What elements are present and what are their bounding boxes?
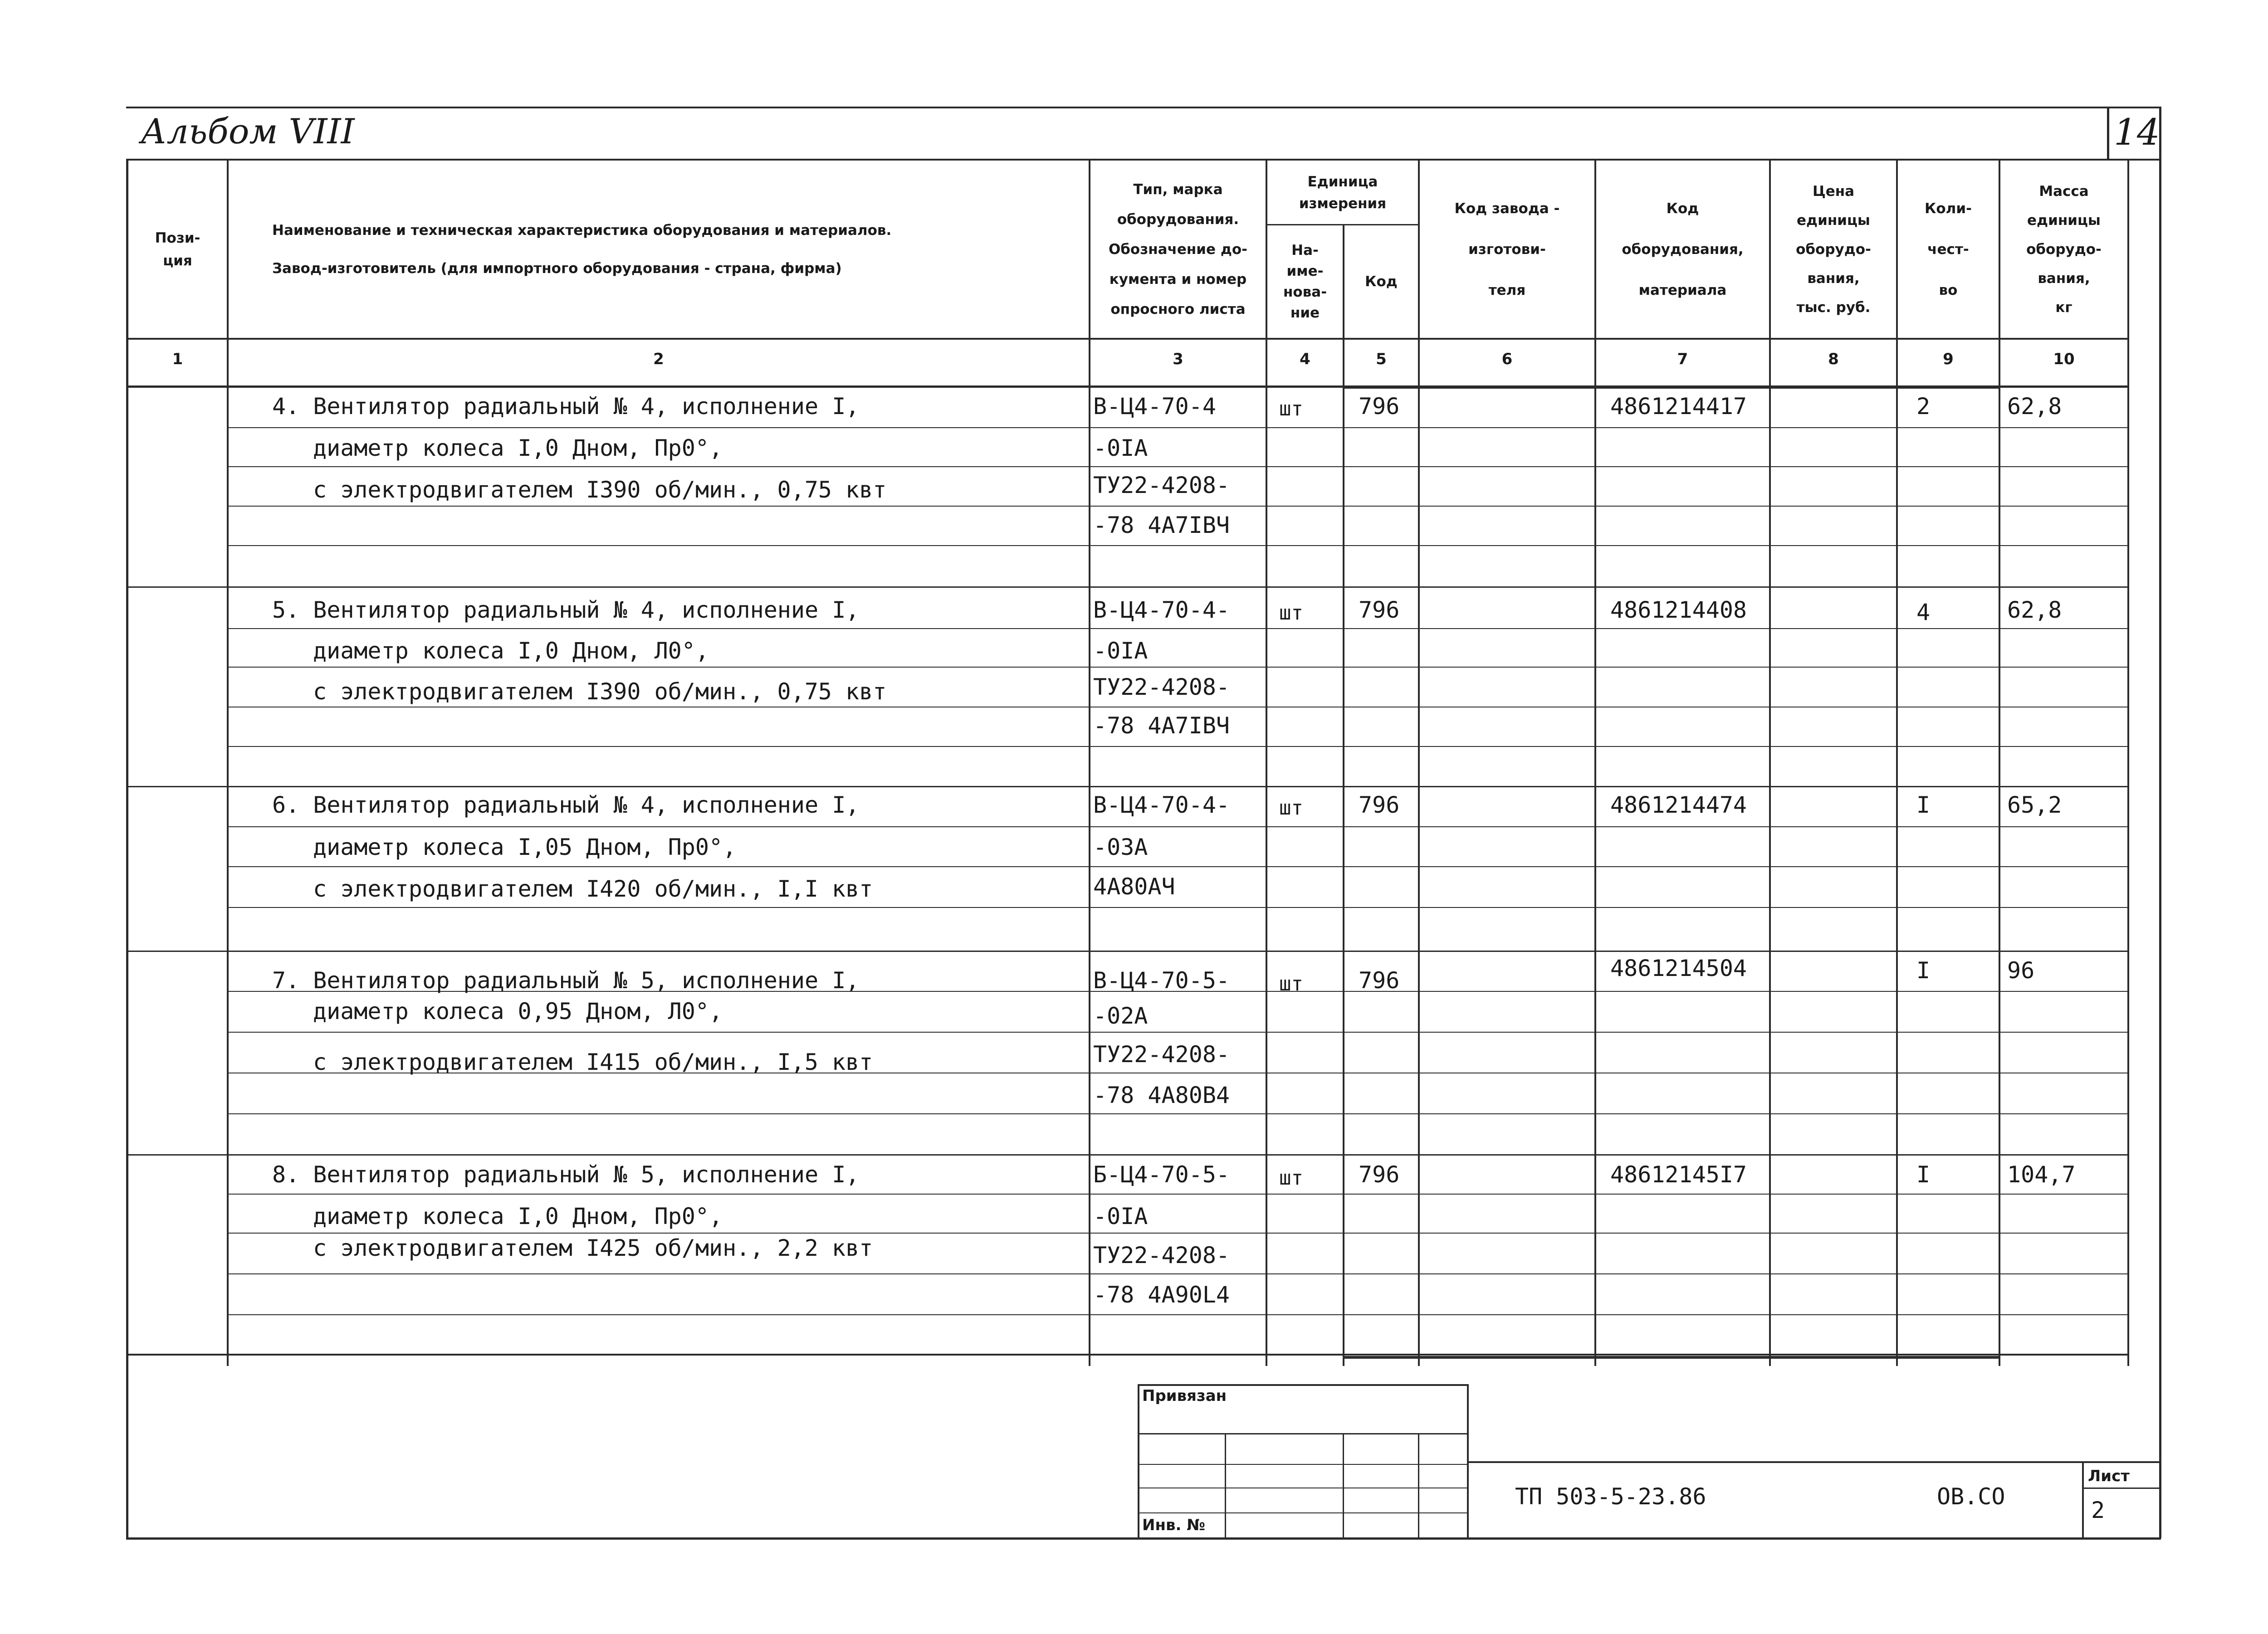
item-type-line: ТУ22-4208- [1093,472,1230,498]
item-name-line: диаметр колеса I,05 Дном, Пр0°, [313,834,737,860]
item-unit: шт [1279,1166,1303,1190]
item-unit-code: 796 [1359,967,1400,994]
bound-label: Привязан [1142,1387,1227,1405]
item-quantity: 4 [1916,599,1931,625]
item-unit-code: 796 [1359,597,1400,623]
header-quantity: Коли- чест- во [1925,200,1972,298]
item-type-line: В-Ц4-70-4- [1093,792,1230,818]
item-mass: 96 [2007,957,2035,984]
item-name-line: с электродвигателем I425 об/мин., 2,2 квт [313,1235,873,1261]
column-number: 7 [1677,350,1688,368]
header-price: Цена единицы оборудо- вания, тыс. руб. [1796,183,1871,316]
page-number: 14 [2114,111,2160,153]
header-name: Наименование и техническая характеристика оборудования и материалов. Завод-изготовитель (для импортного оборудования - страна, фирма) [272,222,892,277]
item-type-line: В-Ц4-70-4- [1093,597,1230,623]
item-name-line: 4. Вентилятор радиальный № 4, исполнение I, [272,393,860,419]
column-number: 10 [2053,350,2075,368]
item-type-line: -78 4А90L4 [1093,1282,1230,1308]
item-quantity: I [1916,957,1931,984]
item-type-line: -02А [1093,1003,1148,1029]
item-unit: шт [1279,601,1303,624]
item-name-line: 8. Вентилятор радиальный № 5, исполнение I, [272,1161,860,1188]
item-name-line: с электродвигателем I390 об/мин., 0,75 квт [313,477,887,503]
item-equipment-code: 4861214474 [1610,792,1747,818]
item-equipment-code: 48612145I7 [1610,1161,1747,1188]
item-name-line: с электродвигателем I415 об/мин., I,5 квт [313,1049,873,1075]
album-label: Альбом VIII [141,111,355,151]
column-number: 8 [1828,350,1839,368]
header-unit-name: На- име- нова- ние [1283,242,1327,321]
column-number: 6 [1501,350,1513,368]
column-number: 4 [1300,350,1310,368]
item-name-line: диаметр колеса I,0 Дном, Л0°, [313,638,709,664]
item-mass: 62,8 [2007,597,2062,623]
item-mass: 104,7 [2007,1161,2076,1188]
column-number: 9 [1943,350,1954,368]
column-number: 2 [653,350,664,368]
item-name-line: диаметр колеса 0,95 Дном, Л0°, [313,998,723,1024]
item-equipment-code: 4861214417 [1610,393,1747,419]
item-type-line: В-Ц4-70-4 [1093,393,1216,419]
item-type-line: Б-Ц4-70-5- [1093,1161,1230,1188]
document-code: ТП 503-5-23.86 [1515,1483,1706,1510]
header-equipment-code: Код оборудования, материала [1622,200,1744,298]
item-type-line: -78 4А7IВЧ [1093,512,1230,538]
column-number: 5 [1376,350,1387,368]
item-mass: 62,8 [2007,393,2062,419]
item-type-line: ТУ22-4208- [1093,1041,1230,1068]
item-type-line: -0IА [1093,435,1148,461]
item-type-line: В-Ц4-70-5- [1093,967,1230,994]
column-number: 3 [1173,350,1183,368]
item-quantity: I [1916,792,1931,818]
column-number: 1 [172,350,183,368]
header-unit-group: Единица измерения [1299,173,1387,212]
item-unit: шт [1279,972,1303,995]
item-equipment-code: 4861214504 [1610,955,1747,981]
item-unit-code: 796 [1359,1161,1400,1188]
item-unit-code: 796 [1359,792,1400,818]
item-type-line: ТУ22-4208- [1093,674,1230,700]
item-type-line: -0IА [1093,1203,1148,1229]
item-type-line: -78 4А80В4 [1093,1082,1230,1108]
item-unit-code: 796 [1359,393,1400,419]
item-name-line: 7. Вентилятор радиальный № 5, исполнение I, [272,967,860,994]
item-type-line: -0IА [1093,638,1148,664]
header-type: Тип, марка оборудования. Обозначение до- кумента и номер опросного листа [1108,181,1248,317]
item-mass: 65,2 [2007,792,2062,818]
item-name-line: с электродвигателем I420 об/мин., I,I квт [313,876,873,902]
item-name-line: 5. Вентилятор радиальный № 4, исполнение I, [272,597,860,623]
item-unit: шт [1279,397,1303,420]
item-name-line: с электродвигателем I390 об/мин., 0,75 квт [313,678,887,705]
item-quantity: I [1916,1161,1931,1188]
item-type-line: -03А [1093,834,1148,860]
item-name-line: диаметр колеса I,0 Дном, Пр0°, [313,1203,723,1229]
inv-number-label: Инв. № [1142,1516,1206,1534]
header-unit-code: Код [1365,273,1398,290]
item-unit: шт [1279,796,1303,819]
sheet-label: Лист [2088,1467,2130,1485]
item-name-line: 6. Вентилятор радиальный № 4, исполнение I, [272,792,860,818]
item-equipment-code: 4861214408 [1610,597,1747,623]
sheet-number: 2 [2091,1497,2105,1523]
section-code: ОВ.СО [1937,1483,2005,1510]
item-quantity: 2 [1916,393,1931,419]
item-name-line: диаметр колеса I,0 Дном, Пр0°, [313,435,723,461]
header-mass: Масса единицы оборудо- вания, кг [2026,183,2102,316]
item-type-line: -78 4А7IВЧ [1093,712,1230,739]
item-type-line: ТУ22-4208- [1093,1242,1230,1268]
header-position: Пози- ция [155,230,200,269]
header-factory-code: Код завода - изготови- теля [1454,200,1560,298]
item-type-line: 4А80АЧ [1093,873,1175,900]
